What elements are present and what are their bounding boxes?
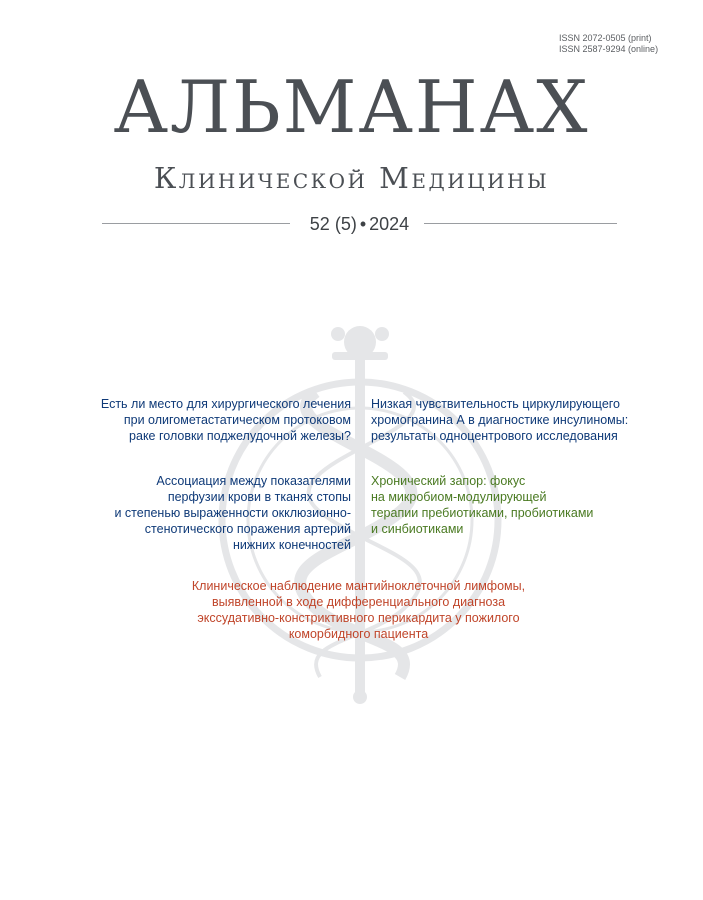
article-line: на микробиом-модулирующей [371,490,547,504]
article-line: экссудативно-констриктивного перикардита у пожилого [197,611,520,625]
issn-print: ISSN 2072-0505 (print) [559,33,652,43]
journal-title: АЛЬМАНАХ [113,65,590,149]
issn-block [559,33,658,55]
article-surgery-pancreatic-cancer[interactable] [101,396,351,444]
issue-volume: 52 (5) [309,214,357,234]
article-line: и синбиотиками [371,522,464,536]
article-foot-perfusion[interactable] [114,473,351,553]
issue-number [102,212,617,236]
article-line: нижних конечностей [233,538,351,552]
article-chromogranin-insulinoma[interactable] [371,396,628,444]
article-line: коморбидного пациента [288,627,429,641]
issue-line [102,212,617,236]
article-line: Есть ли место для хирургического лечения [100,397,351,411]
article-line: при олигометастатическом протоковом [123,413,351,427]
article-line: терапии пребиотиками, пробиотиками [371,506,594,520]
article-line: Хронический запор: фокус [371,474,526,488]
article-line: хромогранина А в диагностике инсулиномы: [371,413,629,427]
article-line: перфузии крови в тканях стопы [167,490,351,504]
article-chronic-constipation[interactable] [371,473,593,537]
article-line: Низкая чувствительность циркулирующего [371,397,621,411]
article-mantle-cell-lymphoma[interactable] [0,578,703,642]
article-line: результаты одноцентрового исследования [371,429,618,443]
article-line: выявленной в ходе дифференциального диагноза [211,595,506,609]
issue-separator: • [359,214,367,234]
issue-year: 2024 [369,214,410,234]
article-line: Ассоциация между показателями [156,474,351,488]
divider-right [424,223,617,224]
article-line: Клиническое наблюдение мантийноклеточной лимфомы, [191,579,526,593]
article-line: стенотического поражения артерий [144,522,351,536]
journal-subtitle: Клинической Медицины [153,161,550,195]
issn-online: ISSN 2587-9294 (online) [559,44,659,54]
article-line: и степенью выраженности окклюзионно- [114,506,351,520]
article-line: раке головки поджелудочной железы? [129,429,351,443]
